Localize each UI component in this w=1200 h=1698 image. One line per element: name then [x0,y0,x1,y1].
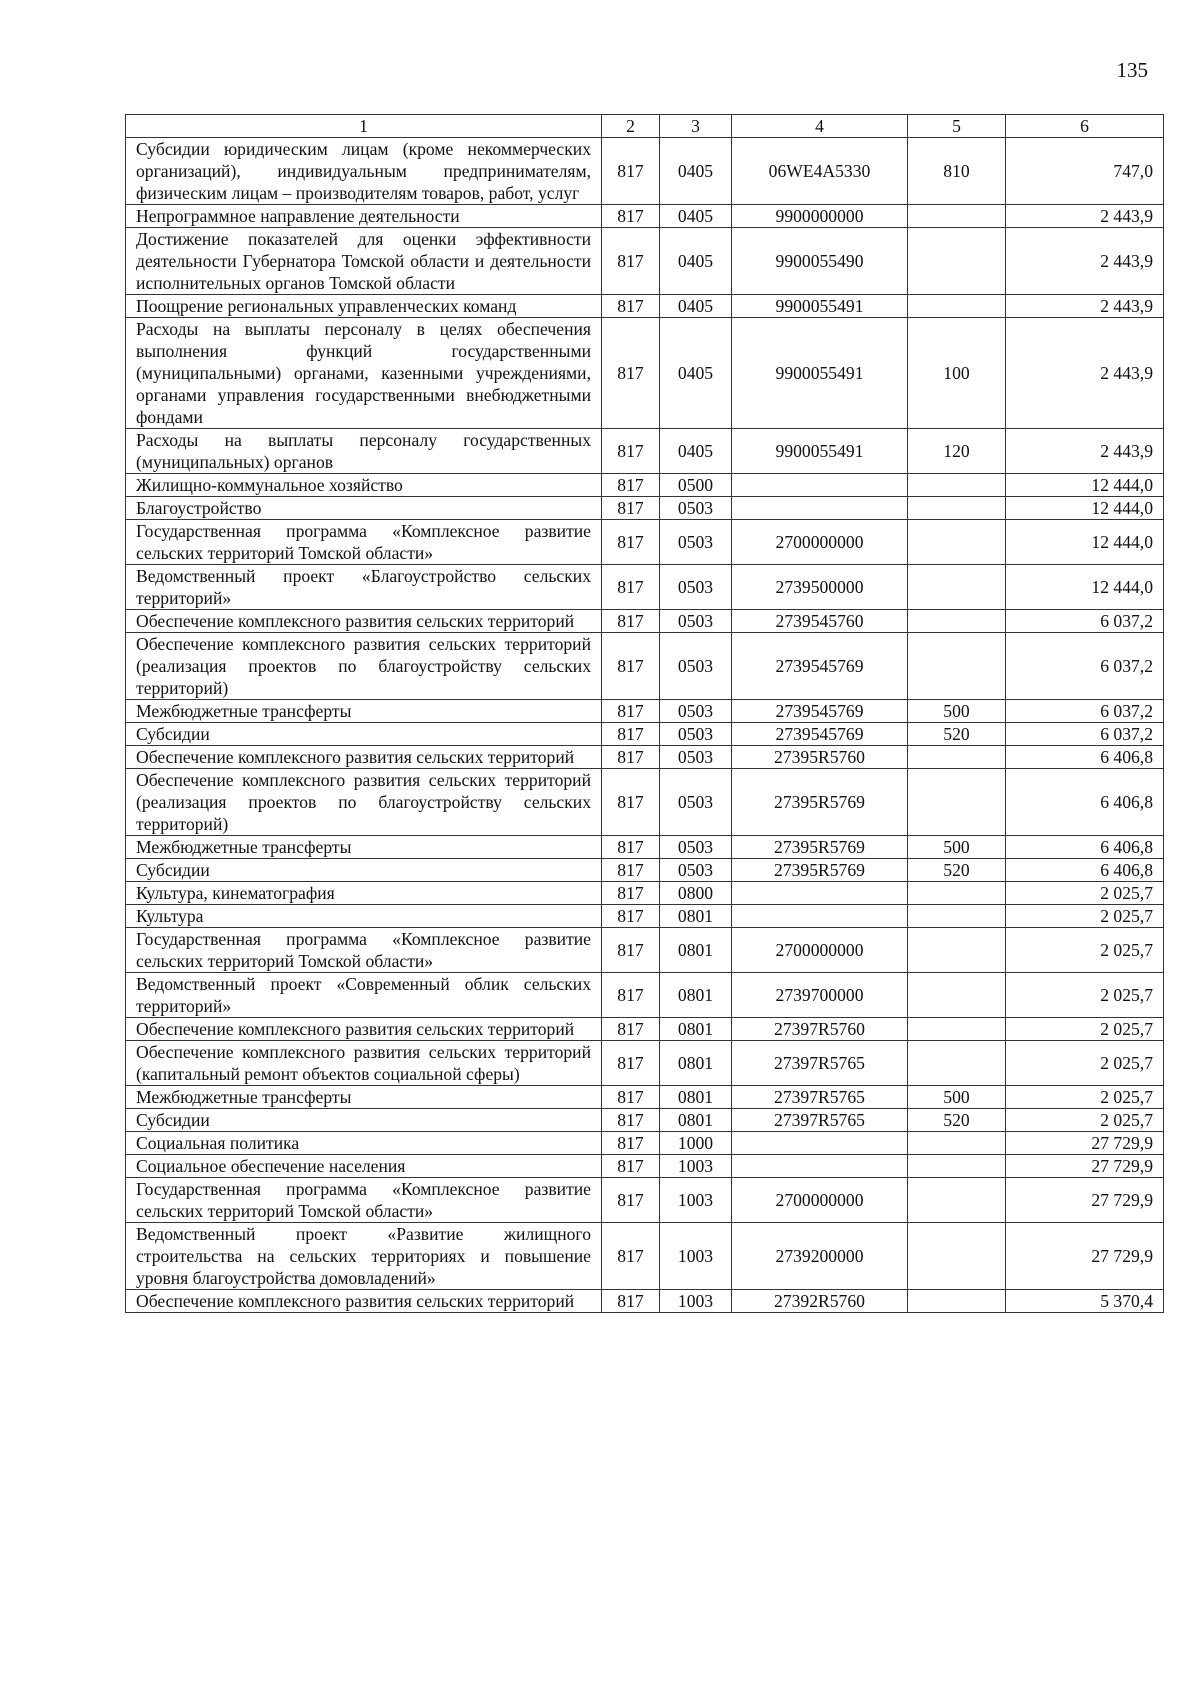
table-row [126,700,1164,723]
row-target-cell: 27397R5760 [732,1018,908,1041]
row-name-cell: Субсидии юридическим лицам (кроме некоммерческих организаций), индивидуальным предпринимателям, физическим лицам – производителям товаров, работ, услуг [126,138,602,205]
row-expense-type-cell [908,928,1006,973]
table-row [126,497,1164,520]
row-expense-type-cell [908,882,1006,905]
row-ministry-cell: 817 [602,1178,660,1223]
row-ministry-cell: 817 [602,928,660,973]
row-section-cell: 0503 [660,565,732,610]
row-ministry-cell: 817 [602,610,660,633]
row-section-cell: 0801 [660,1086,732,1109]
row-section-cell: 0405 [660,228,732,295]
row-amount-cell: 6 406,8 [1006,836,1164,859]
row-ministry-cell: 817 [602,1155,660,1178]
row-target-cell: 9900055490 [732,228,908,295]
row-name-cell: Обеспечение комплексного развития сельских территорий [126,1018,602,1041]
row-amount-cell: 2 025,7 [1006,905,1164,928]
table-row [126,1109,1164,1132]
row-target-cell: 2739500000 [732,565,908,610]
row-section-cell: 0405 [660,295,732,318]
row-section-cell: 0503 [660,746,732,769]
row-expense-type-cell [908,1178,1006,1223]
row-ministry-cell: 817 [602,769,660,836]
row-section-cell: 0503 [660,859,732,882]
row-amount-cell: 27 729,9 [1006,1155,1164,1178]
row-name-cell: Культура, кинематография [126,882,602,905]
row-target-cell [732,497,908,520]
row-section-cell: 0405 [660,205,732,228]
page-number: 135 [1116,58,1148,82]
table-row [126,836,1164,859]
row-amount-cell: 2 443,9 [1006,295,1164,318]
row-target-cell: 2739545760 [732,610,908,633]
row-expense-type-cell [908,228,1006,295]
row-section-cell: 0801 [660,928,732,973]
row-ministry-cell: 817 [602,633,660,700]
row-target-cell: 9900055491 [732,429,908,474]
row-ministry-cell: 817 [602,474,660,497]
table-row [126,859,1164,882]
row-section-cell: 0503 [660,700,732,723]
row-section-cell: 0800 [660,882,732,905]
header-cell: 1 [126,115,602,138]
row-section-cell: 0503 [660,610,732,633]
row-name-cell: Ведомственный проект «Развитие жилищного строительства на сельских территориях и повышение уровня благоустройства домовладений» [126,1223,602,1290]
row-amount-cell: 27 729,9 [1006,1132,1164,1155]
budget-table [125,114,1164,1313]
row-name-cell: Расходы на выплаты персоналу в целях обеспечения выполнения функций государственными (муниципальными) органами, казенными учреждениями, органами управления государственными внебюджетными фондами [126,318,602,429]
table-header-row [126,115,1164,138]
row-amount-cell: 2 025,7 [1006,1018,1164,1041]
row-name-cell: Благоустройство [126,497,602,520]
row-section-cell: 0503 [660,723,732,746]
row-expense-type-cell [908,474,1006,497]
row-section-cell: 0503 [660,836,732,859]
row-section-cell: 0405 [660,318,732,429]
row-amount-cell: 6 037,2 [1006,700,1164,723]
row-section-cell: 0503 [660,769,732,836]
table-row [126,138,1164,205]
row-name-cell: Государственная программа «Комплексное развитие сельских территорий Томской области» [126,1178,602,1223]
table-row [126,769,1164,836]
table-row [126,205,1164,228]
row-name-cell: Межбюджетные трансферты [126,700,602,723]
row-ministry-cell: 817 [602,1132,660,1155]
row-expense-type-cell [908,1018,1006,1041]
table-row [126,1290,1164,1313]
row-target-cell: 2700000000 [732,520,908,565]
row-amount-cell: 747,0 [1006,138,1164,205]
table-row [126,1132,1164,1155]
row-section-cell: 0405 [660,429,732,474]
row-name-cell: Межбюджетные трансферты [126,1086,602,1109]
row-target-cell: 9900000000 [732,205,908,228]
header-cell: 4 [732,115,908,138]
row-amount-cell: 6 037,2 [1006,610,1164,633]
row-ministry-cell: 817 [602,1018,660,1041]
row-name-cell: Обеспечение комплексного развития сельских территорий (капитальный ремонт объектов социальной сферы) [126,1041,602,1086]
row-amount-cell: 6 406,8 [1006,859,1164,882]
row-expense-type-cell [908,1290,1006,1313]
row-expense-type-cell [908,565,1006,610]
row-expense-type-cell [908,295,1006,318]
row-target-cell [732,1132,908,1155]
row-target-cell [732,1155,908,1178]
row-ministry-cell: 817 [602,205,660,228]
table-row [126,1041,1164,1086]
row-target-cell: 06WE4A5330 [732,138,908,205]
table-row [126,1018,1164,1041]
row-target-cell [732,905,908,928]
row-section-cell: 0801 [660,1018,732,1041]
table-row [126,973,1164,1018]
row-name-cell: Обеспечение комплексного развития сельских территорий (реализация проектов по благоустройству сельских территорий) [126,633,602,700]
row-target-cell: 2739545769 [732,700,908,723]
header-cell: 5 [908,115,1006,138]
row-target-cell: 27397R5765 [732,1086,908,1109]
row-expense-type-cell [908,633,1006,700]
row-amount-cell: 2 443,9 [1006,429,1164,474]
row-expense-type-cell [908,746,1006,769]
row-section-cell: 0801 [660,973,732,1018]
row-expense-type-cell [908,1132,1006,1155]
row-name-cell: Межбюджетные трансферты [126,836,602,859]
row-target-cell: 2700000000 [732,928,908,973]
row-target-cell: 27397R5765 [732,1041,908,1086]
row-name-cell: Субсидии [126,723,602,746]
row-expense-type-cell [908,205,1006,228]
row-target-cell [732,882,908,905]
row-name-cell: Ведомственный проект «Современный облик сельских территорий» [126,973,602,1018]
table-row [126,295,1164,318]
row-ministry-cell: 817 [602,1223,660,1290]
row-amount-cell: 6 037,2 [1006,633,1164,700]
row-target-cell: 27392R5760 [732,1290,908,1313]
row-expense-type-cell: 520 [908,723,1006,746]
row-expense-type-cell [908,973,1006,1018]
row-ministry-cell: 817 [602,1109,660,1132]
row-expense-type-cell: 100 [908,318,1006,429]
row-amount-cell: 2 025,7 [1006,928,1164,973]
table-row [126,520,1164,565]
row-section-cell: 0503 [660,520,732,565]
row-ministry-cell: 817 [602,859,660,882]
row-ministry-cell: 817 [602,882,660,905]
row-expense-type-cell [908,1155,1006,1178]
row-expense-type-cell: 500 [908,1086,1006,1109]
row-name-cell: Непрограммное направление деятельности [126,205,602,228]
header-cell: 3 [660,115,732,138]
row-amount-cell: 6 406,8 [1006,746,1164,769]
row-expense-type-cell [908,1223,1006,1290]
row-target-cell [732,474,908,497]
row-section-cell: 1003 [660,1290,732,1313]
row-expense-type-cell [908,1041,1006,1086]
row-target-cell: 2739700000 [732,973,908,1018]
row-section-cell: 1003 [660,1155,732,1178]
row-amount-cell: 2 025,7 [1006,1041,1164,1086]
row-name-cell: Жилищно-коммунальное хозяйство [126,474,602,497]
row-target-cell: 2739200000 [732,1223,908,1290]
row-expense-type-cell [908,610,1006,633]
row-target-cell: 27395R5760 [732,746,908,769]
row-ministry-cell: 817 [602,295,660,318]
row-amount-cell: 27 729,9 [1006,1178,1164,1223]
row-name-cell: Обеспечение комплексного развития сельских территорий [126,610,602,633]
row-section-cell: 1003 [660,1178,732,1223]
row-expense-type-cell: 120 [908,429,1006,474]
row-expense-type-cell: 520 [908,1109,1006,1132]
table-row [126,565,1164,610]
row-ministry-cell: 817 [602,228,660,295]
row-amount-cell: 12 444,0 [1006,565,1164,610]
row-amount-cell: 2 443,9 [1006,318,1164,429]
row-ministry-cell: 817 [602,973,660,1018]
row-target-cell: 9900055491 [732,318,908,429]
table-row [126,746,1164,769]
table-row [126,905,1164,928]
table-row [126,633,1164,700]
row-amount-cell: 12 444,0 [1006,474,1164,497]
row-ministry-cell: 817 [602,1041,660,1086]
row-name-cell: Обеспечение комплексного развития сельских территорий [126,746,602,769]
row-name-cell: Социальная политика [126,1132,602,1155]
row-ministry-cell: 817 [602,1086,660,1109]
row-name-cell: Государственная программа «Комплексное развитие сельских территорий Томской области» [126,520,602,565]
row-name-cell: Социальное обеспечение населения [126,1155,602,1178]
row-name-cell: Поощрение региональных управленческих команд [126,295,602,318]
row-ministry-cell: 817 [602,700,660,723]
row-target-cell: 27395R5769 [732,859,908,882]
row-target-cell: 2739545769 [732,723,908,746]
row-expense-type-cell: 520 [908,859,1006,882]
row-expense-type-cell: 500 [908,836,1006,859]
row-section-cell: 0801 [660,1109,732,1132]
row-expense-type-cell: 810 [908,138,1006,205]
row-name-cell: Расходы на выплаты персоналу государственных (муниципальных) органов [126,429,602,474]
row-ministry-cell: 817 [602,836,660,859]
row-amount-cell: 2 443,9 [1006,205,1164,228]
row-section-cell: 0503 [660,497,732,520]
row-amount-cell: 12 444,0 [1006,497,1164,520]
row-amount-cell: 2 443,9 [1006,228,1164,295]
row-amount-cell: 27 729,9 [1006,1223,1164,1290]
row-amount-cell: 2 025,7 [1006,882,1164,905]
row-name-cell: Обеспечение комплексного развития сельских территорий (реализация проектов по благоустройству сельских территорий) [126,769,602,836]
table-row [126,928,1164,973]
row-section-cell: 1003 [660,1223,732,1290]
row-name-cell: Обеспечение комплексного развития сельских территорий [126,1290,602,1313]
header-cell: 2 [602,115,660,138]
table-row [126,723,1164,746]
row-expense-type-cell [908,520,1006,565]
row-amount-cell: 2 025,7 [1006,1109,1164,1132]
row-amount-cell: 6 037,2 [1006,723,1164,746]
table-row [126,228,1164,295]
table-row [126,1155,1164,1178]
row-name-cell: Достижение показателей для оценки эффективности деятельности Губернатора Томской области и деятельности исполнительных органов Томской области [126,228,602,295]
row-name-cell: Субсидии [126,859,602,882]
row-section-cell: 0801 [660,1041,732,1086]
row-ministry-cell: 817 [602,723,660,746]
row-expense-type-cell [908,497,1006,520]
row-ministry-cell: 817 [602,520,660,565]
table-row [126,1086,1164,1109]
row-section-cell: 0503 [660,633,732,700]
row-name-cell: Культура [126,905,602,928]
row-section-cell: 0801 [660,905,732,928]
row-name-cell: Государственная программа «Комплексное развитие сельских территорий Томской области» [126,928,602,973]
row-ministry-cell: 817 [602,138,660,205]
row-target-cell: 2700000000 [732,1178,908,1223]
row-ministry-cell: 817 [602,318,660,429]
table-row [126,474,1164,497]
row-expense-type-cell [908,769,1006,836]
row-ministry-cell: 817 [602,429,660,474]
row-expense-type-cell: 500 [908,700,1006,723]
row-target-cell: 2739545769 [732,633,908,700]
row-name-cell: Субсидии [126,1109,602,1132]
row-target-cell: 27397R5765 [732,1109,908,1132]
header-cell: 6 [1006,115,1164,138]
row-target-cell: 9900055491 [732,295,908,318]
row-section-cell: 0405 [660,138,732,205]
row-ministry-cell: 817 [602,497,660,520]
row-target-cell: 27395R5769 [732,769,908,836]
row-amount-cell: 2 025,7 [1006,1086,1164,1109]
row-section-cell: 1000 [660,1132,732,1155]
row-amount-cell: 6 406,8 [1006,769,1164,836]
row-ministry-cell: 817 [602,565,660,610]
row-amount-cell: 12 444,0 [1006,520,1164,565]
table-row [126,318,1164,429]
row-amount-cell: 2 025,7 [1006,973,1164,1018]
row-ministry-cell: 817 [602,746,660,769]
table-row [126,610,1164,633]
table-row [126,429,1164,474]
row-ministry-cell: 817 [602,1290,660,1313]
table-row [126,1178,1164,1223]
row-name-cell: Ведомственный проект «Благоустройство сельских территорий» [126,565,602,610]
table-row [126,1223,1164,1290]
row-amount-cell: 5 370,4 [1006,1290,1164,1313]
row-expense-type-cell [908,905,1006,928]
row-target-cell: 27395R5769 [732,836,908,859]
table-row [126,882,1164,905]
row-ministry-cell: 817 [602,905,660,928]
row-section-cell: 0500 [660,474,732,497]
